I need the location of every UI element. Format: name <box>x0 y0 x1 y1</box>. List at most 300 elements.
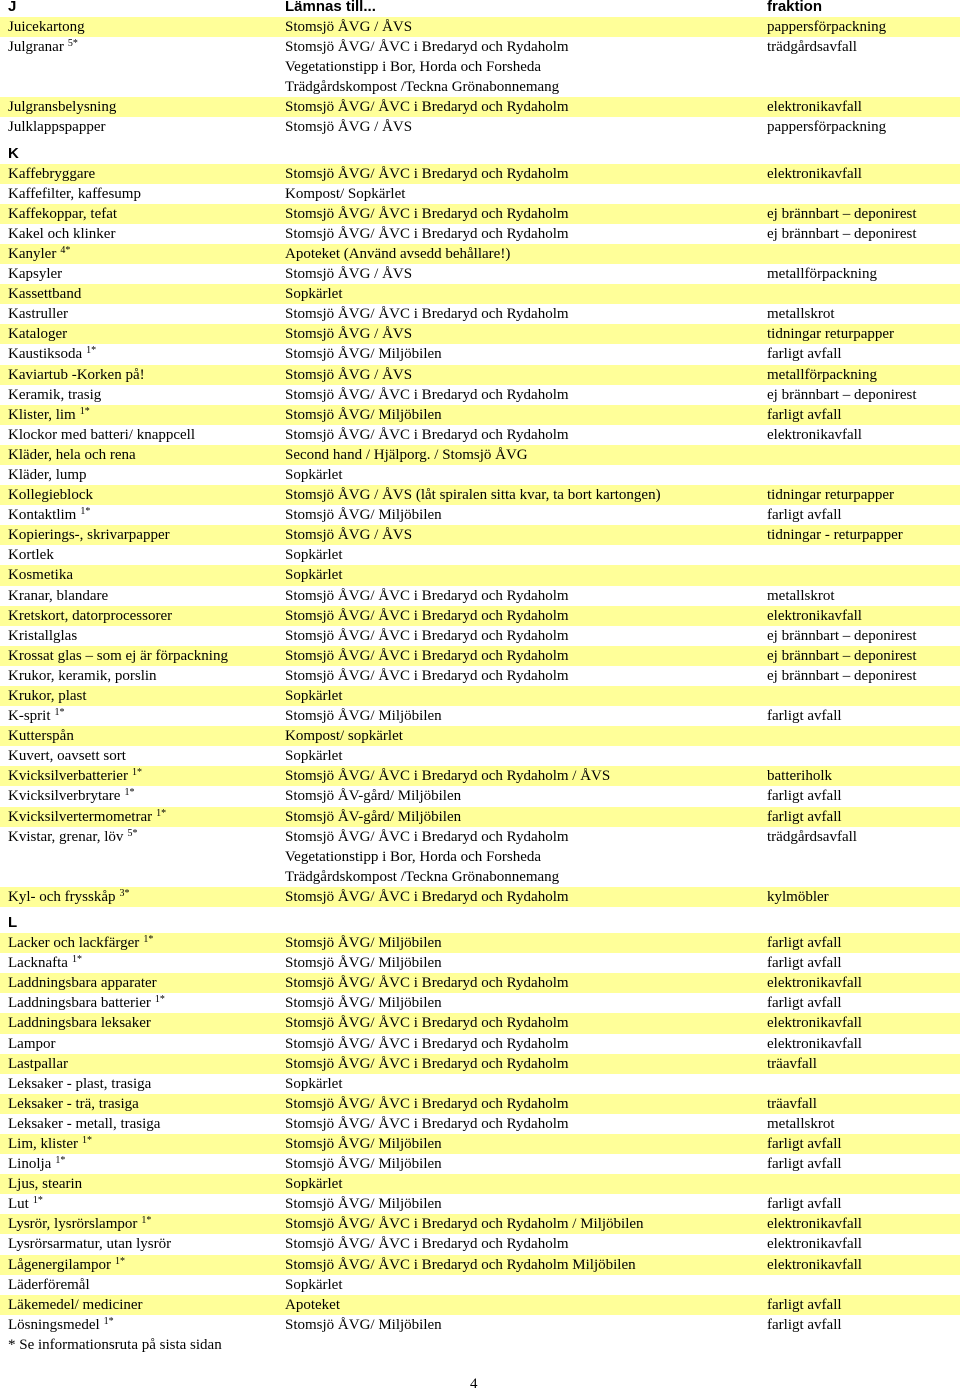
fraction-cell: farligt avfall <box>767 935 842 952</box>
destination-cell: Stomsjö ÅVG/ ÅVC i Bredaryd och Rydaholm <box>285 1015 569 1032</box>
footnote-marker: 5* <box>67 38 78 50</box>
table-row-continuation <box>0 77 960 97</box>
table-row <box>0 244 960 264</box>
table-row-continuation <box>0 847 960 867</box>
item-name-cell <box>8 646 228 666</box>
destination-cell: Apoteket (Använd avsedd behållare!) <box>285 245 511 262</box>
fraction-cell: farligt avfall <box>767 995 842 1012</box>
destination-cell: Stomsjö ÅVG/ ÅVC i Bredaryd och Rydaholm <box>285 306 569 323</box>
item-name: Kaustiksoda <box>8 346 83 363</box>
fraction-cell: träavfall <box>767 1055 817 1072</box>
item-name-cell <box>8 204 117 224</box>
section-letter: L <box>8 914 18 932</box>
item-name: Kassettband <box>8 286 82 303</box>
destination-cell: Stomsjö ÅVG/ ÅVC i Bredaryd och Rydaholm / Miljöbilen <box>285 1216 644 1233</box>
item-name: Lastpallar <box>8 1055 68 1072</box>
item-name-cell <box>8 1154 65 1174</box>
item-name: Kutterspån <box>8 728 74 745</box>
destination-cell: Stomsjö ÅVG/ Miljöbilen <box>285 995 442 1012</box>
destination-cell: Kompost/ Sopkärlet <box>285 185 406 202</box>
item-name: Lim, klister <box>8 1135 78 1152</box>
fraction-cell: metallskrot <box>767 587 835 604</box>
table-row <box>0 606 960 626</box>
item-name-cell <box>8 284 81 304</box>
item-name: Kontaktlim <box>8 507 77 524</box>
table-row <box>0 565 960 585</box>
footnote-marker: 1* <box>54 707 65 719</box>
item-name: Kopierings-, skrivarpapper <box>8 527 170 544</box>
table-row <box>0 545 960 565</box>
item-name-cell <box>8 505 90 525</box>
fraction-cell: ej brännbart – deponirest <box>767 627 917 644</box>
footnote-marker: 1* <box>32 1195 43 1207</box>
table-row <box>0 933 960 953</box>
item-name: Läderföremål <box>8 1276 90 1293</box>
item-name-cell <box>8 385 101 405</box>
item-name-cell <box>8 766 142 786</box>
item-name: Kaffebryggare <box>8 165 96 182</box>
header-letter: J <box>8 0 17 15</box>
table-row <box>0 37 960 57</box>
table-row <box>0 1255 960 1275</box>
destination-cell: Stomsjö ÅVG/ ÅVC i Bredaryd och Rydaholm <box>285 828 569 845</box>
item-name: Laddningsbara leksaker <box>8 1015 151 1032</box>
fraction-cell: elektronikavfall <box>767 1015 862 1032</box>
destination-cell: Stomsjö ÅVG/ ÅVC i Bredaryd och Rydaholm <box>285 1095 569 1112</box>
table-row <box>0 525 960 545</box>
table-row <box>0 1034 960 1054</box>
destination-cell: Kompost/ sopkärlet <box>285 728 403 745</box>
fraction-cell: ej brännbart – deponirest <box>767 667 917 684</box>
table-row <box>0 505 960 525</box>
destination-cell: Stomsjö ÅVG/ ÅVC i Bredaryd och Rydaholm <box>285 1115 569 1132</box>
destination-cell: Sopkärlet <box>285 286 343 303</box>
footnote-marker: 1* <box>143 934 154 946</box>
fraction-cell: trädgårdsavfall <box>767 828 857 845</box>
table-row <box>0 284 960 304</box>
destination-cell: Sopkärlet <box>285 748 343 765</box>
fraction-cell: träavfall <box>767 1095 817 1112</box>
table-row <box>0 344 960 364</box>
table-row <box>0 264 960 284</box>
item-name: Kosmetika <box>8 567 73 584</box>
table-row <box>0 1094 960 1114</box>
item-name: Leksaker - plast, trasiga <box>8 1075 152 1092</box>
table-row <box>0 626 960 646</box>
header-fraction: fraktion <box>767 0 823 15</box>
destination-cell: Stomsjö ÅVG/ Miljöbilen <box>285 406 442 423</box>
item-name-cell <box>8 606 172 626</box>
destination-cell: Stomsjö ÅVG/ ÅVC i Bredaryd och Rydaholm <box>285 647 569 664</box>
destination-cell: Stomsjö ÅVG/ ÅVC i Bredaryd och Rydaholm <box>285 39 569 56</box>
fraction-cell: pappersförpackning <box>767 19 887 35</box>
item-name-cell <box>8 973 157 993</box>
item-name-cell <box>8 1255 125 1275</box>
destination-cell: Stomsjö ÅVG/ ÅVC i Bredaryd och Rydaholm <box>285 426 569 443</box>
item-name-cell <box>8 445 136 465</box>
table-row <box>0 1013 960 1033</box>
fraction-cell: ej brännbart – deponirest <box>767 225 917 242</box>
item-name: Kuvert, oavsett sort <box>8 748 126 765</box>
footnote <box>0 1335 960 1355</box>
item-name-cell <box>8 1114 160 1134</box>
item-name-cell <box>8 1295 143 1315</box>
footnote-marker: 1* <box>80 506 91 518</box>
item-name: Laddningsbara batterier <box>8 995 151 1012</box>
table-row <box>0 385 960 405</box>
item-name-cell <box>8 1094 139 1114</box>
item-name-cell <box>8 586 108 606</box>
fraction-cell: farligt avfall <box>767 1316 842 1333</box>
fraction-cell: elektronikavfall <box>767 99 862 116</box>
item-name: Julgranar <box>8 39 64 56</box>
item-name-cell <box>8 666 157 686</box>
table-row <box>0 1214 960 1234</box>
item-name: Lösningsmedel <box>8 1316 100 1333</box>
item-name-cell <box>8 626 77 646</box>
item-name-cell <box>8 1134 92 1154</box>
fraction-cell: farligt avfall <box>767 1296 842 1313</box>
item-name: Juicekartong <box>8 19 85 35</box>
item-name-cell <box>8 1214 151 1234</box>
item-name-cell <box>8 1054 68 1074</box>
item-name-cell <box>8 184 141 204</box>
item-name: Leksaker - metall, trasiga <box>8 1115 161 1132</box>
destination-cell: Stomsjö ÅVG/ ÅVC i Bredaryd och Rydaholm / ÅVS <box>285 768 611 785</box>
table-row <box>0 97 960 117</box>
table-row <box>0 827 960 847</box>
item-name: Kollegieblock <box>8 487 93 504</box>
destination-cell: Stomsjö ÅVG/ ÅVC i Bredaryd och Rydaholm <box>285 888 569 905</box>
table-row <box>0 117 960 137</box>
item-name: Leksaker - trä, trasiga <box>8 1095 139 1112</box>
item-name-cell <box>8 565 73 585</box>
table-row <box>0 1295 960 1315</box>
table-row <box>0 766 960 786</box>
table-row <box>0 1154 960 1174</box>
item-name: Kaffefilter, kaffesump <box>8 185 141 202</box>
item-name-cell <box>8 485 93 505</box>
footnote-marker: 1* <box>103 1315 114 1327</box>
destination-cell: Trädgårdskompost /Teckna Grönabonnemang <box>285 868 560 885</box>
destination-cell: Stomsjö ÅV-gård/ Miljöbilen <box>285 808 462 825</box>
item-name: Krossat glas – som ej är förpackning <box>8 647 228 664</box>
footnote-marker: 1* <box>71 954 82 966</box>
item-name-cell <box>8 224 115 244</box>
destination-cell: Stomsjö ÅVG/ ÅVC i Bredaryd och Rydaholm <box>285 1055 569 1072</box>
fraction-cell: tidningar - returpapper <box>767 527 903 544</box>
item-name: Kvistar, grenar, löv <box>8 828 124 845</box>
destination-cell: Stomsjö ÅVG/ ÅVC i Bredaryd och Rydaholm <box>285 205 569 222</box>
item-name-cell <box>8 993 165 1013</box>
destination-cell: Stomsjö ÅVG/ Miljöbilen <box>285 1156 442 1173</box>
table-row <box>0 17 960 37</box>
table-row <box>0 973 960 993</box>
item-name: Lampor <box>8 1035 56 1052</box>
fraction-cell: ej brännbart – deponirest <box>767 647 917 664</box>
footnote-marker: 5* <box>127 827 138 839</box>
item-name: Laddningsbara apparater <box>8 975 157 992</box>
destination-cell: Stomsjö ÅV-gård/ Miljöbilen <box>285 788 462 805</box>
table-row <box>0 726 960 746</box>
footnote-marker: 1* <box>79 405 90 417</box>
item-name: Läkemedel/ mediciner <box>8 1296 143 1313</box>
page-number: 4 <box>470 1376 478 1392</box>
footnote-marker: 1* <box>124 787 135 799</box>
table-row <box>0 445 960 465</box>
item-name: Lacknafta <box>8 955 68 972</box>
item-name-cell <box>8 405 90 425</box>
item-name: Lågenergilampor <box>8 1256 112 1273</box>
table-row-continuation <box>0 867 960 887</box>
fraction-cell: farligt avfall <box>767 955 842 972</box>
item-name-cell <box>8 425 195 445</box>
table-row <box>0 365 960 385</box>
destination-cell: Stomsjö ÅVG/ ÅVC i Bredaryd och Rydaholm <box>285 607 569 624</box>
destination-cell: Second hand / Hjälporg. / Stomsjö ÅVG <box>285 446 528 463</box>
footnote-marker: 1* <box>156 807 167 819</box>
item-name: Kläder, lump <box>8 466 87 483</box>
table-row <box>0 1275 960 1295</box>
footnote-marker: 1* <box>86 345 97 357</box>
destination-cell: Vegetationstipp i Bor, Horda och Forsheda <box>285 59 542 76</box>
item-name-cell <box>8 1194 43 1214</box>
destination-cell: Sopkärlet <box>285 466 343 483</box>
footnote-marker: 1* <box>82 1134 92 1146</box>
footnote-text: * Se informationsruta på sista sidan <box>8 1336 222 1353</box>
fraction-cell: elektronikavfall <box>767 1216 862 1233</box>
destination-cell: Stomsjö ÅVG/ ÅVC i Bredaryd och Rydaholm <box>285 1035 569 1052</box>
table-row <box>0 1234 960 1254</box>
item-name: Kyl- och frysskåp <box>8 888 116 905</box>
fraction-cell: farligt avfall <box>767 346 842 363</box>
item-name-cell <box>8 1034 55 1054</box>
footnote-marker: 1* <box>141 1215 152 1227</box>
destination-cell: Stomsjö ÅVG/ Miljöbilen <box>285 1196 442 1213</box>
item-name-cell <box>8 807 166 827</box>
destination-cell: Sopkärlet <box>285 567 343 584</box>
table-row <box>0 405 960 425</box>
item-name: Kristallglas <box>8 627 78 644</box>
item-name: Kakel och klinker <box>8 225 116 242</box>
table-row <box>0 1194 960 1214</box>
item-name-cell <box>8 1234 171 1254</box>
table-header <box>0 0 960 17</box>
destination-cell: Stomsjö ÅVG / ÅVS <box>285 19 413 35</box>
item-name: Kastruller <box>8 306 68 323</box>
fraction-cell: metallförpackning <box>767 366 877 383</box>
table-row <box>0 666 960 686</box>
table-row <box>0 465 960 485</box>
destination-cell: Stomsjö ÅVG/ ÅVC i Bredaryd och Rydaholm Miljöbilen <box>285 1256 636 1273</box>
table-row <box>0 1315 960 1335</box>
table-row <box>0 953 960 973</box>
item-name-cell <box>8 827 137 847</box>
fraction-cell: farligt avfall <box>767 1156 842 1173</box>
fraction-cell: elektronikavfall <box>767 165 862 182</box>
item-name-cell <box>8 1275 90 1295</box>
item-name-cell <box>8 37 78 57</box>
destination-cell: Stomsjö ÅVG/ Miljöbilen <box>285 955 442 972</box>
fraction-cell: batteriholk <box>767 768 832 785</box>
destination-cell: Stomsjö ÅVG/ Miljöbilen <box>285 1316 442 1333</box>
table-row <box>0 184 960 204</box>
destination-cell: Sopkärlet <box>285 688 343 704</box>
item-name-cell <box>8 244 70 264</box>
item-name-cell <box>8 97 116 117</box>
table-row <box>0 706 960 726</box>
table-row <box>0 324 960 344</box>
table-row <box>0 586 960 606</box>
footnote-marker: 1* <box>115 1255 126 1267</box>
fraction-cell: farligt avfall <box>767 1196 842 1213</box>
item-name-cell <box>8 164 95 184</box>
item-name: Kaviartub -Korken på! <box>8 366 145 383</box>
item-name: Klister, lim <box>8 406 76 423</box>
item-name-cell <box>8 726 74 746</box>
item-name-cell <box>8 746 126 766</box>
item-name: Lysrör, lysrörslampor <box>8 1216 138 1233</box>
fraction-cell: metallskrot <box>767 1115 835 1132</box>
destination-cell: Stomsjö ÅVG/ ÅVC i Bredaryd och Rydaholm <box>285 975 569 992</box>
destination-cell: Stomsjö ÅVG/ Miljöbilen <box>285 935 442 952</box>
fraction-cell: elektronikavfall <box>767 426 862 443</box>
item-name-cell <box>8 1174 82 1194</box>
item-name: Lacker och lackfärger <box>8 935 140 952</box>
item-name: Keramik, trasig <box>8 386 102 403</box>
fraction-cell: tidningar returpapper <box>767 326 895 343</box>
destination-cell: Stomsjö ÅVG/ ÅVC i Bredaryd och Rydaholm <box>285 165 569 182</box>
item-name: Kretskort, datorprocessorer <box>8 607 173 624</box>
fraction-cell: farligt avfall <box>767 406 842 423</box>
item-name-cell <box>8 525 170 545</box>
item-name-cell <box>8 344 96 364</box>
item-name: Kläder, hela och rena <box>8 446 136 463</box>
destination-cell: Stomsjö ÅVG / ÅVS <box>285 119 413 136</box>
destination-cell: Stomsjö ÅVG/ ÅVC i Bredaryd och Rydaholm <box>285 386 569 403</box>
table-row-continuation <box>0 57 960 77</box>
item-name: Julklappspapper <box>8 119 106 136</box>
item-name-cell <box>8 264 62 284</box>
item-name: Lysrörsarmatur, utan lysrör <box>8 1236 172 1253</box>
item-name-cell <box>8 1315 114 1335</box>
item-name: Ljus, stearin <box>8 1176 83 1193</box>
footnote-marker: 4* <box>60 244 71 256</box>
footnote-marker: 3* <box>119 887 130 899</box>
fraction-cell: ej brännbart – deponirest <box>767 386 917 403</box>
table-row <box>0 425 960 445</box>
table-row <box>0 224 960 244</box>
destination-cell: Stomsjö ÅVG/ ÅVC i Bredaryd och Rydaholm <box>285 667 569 684</box>
item-name-cell <box>8 465 87 485</box>
item-name: Lut <box>8 1196 29 1213</box>
destination-cell: Stomsjö ÅVG/ ÅVC i Bredaryd och Rydaholm <box>285 587 569 604</box>
table-row <box>0 686 960 706</box>
destination-cell: Stomsjö ÅVG/ Miljöbilen <box>285 1135 442 1152</box>
destination-cell: Stomsjö ÅVG/ Miljöbilen <box>285 346 442 363</box>
item-name-cell <box>8 17 85 37</box>
item-name-cell <box>8 304 68 324</box>
destination-cell: Stomsjö ÅVG/ Miljöbilen <box>285 708 442 725</box>
fraction-cell: elektronikavfall <box>767 1236 862 1253</box>
item-name-cell <box>8 324 67 344</box>
item-name-cell <box>8 887 129 907</box>
destination-cell: Sopkärlet <box>285 1075 343 1092</box>
item-name: Kranar, blandare <box>8 587 109 604</box>
item-name-cell <box>8 117 105 137</box>
item-name: Julgransbelysning <box>8 99 117 116</box>
table-row <box>0 746 960 766</box>
table-row <box>0 786 960 806</box>
destination-cell: Trädgårdskompost /Teckna Grönabonnemang <box>285 79 560 96</box>
table-row <box>0 304 960 324</box>
fraction-cell: farligt avfall <box>767 788 842 805</box>
fraction-cell: elektronikavfall <box>767 1256 862 1273</box>
fraction-cell: elektronikavfall <box>767 1035 862 1052</box>
footnote-marker: 1* <box>131 767 142 779</box>
item-name: Kvicksilverbrytare <box>8 788 121 805</box>
destination-cell: Stomsjö ÅVG / ÅVS (låt spiralen sitta kvar, ta bort kartongen) <box>285 487 661 504</box>
footnote-marker: 1* <box>154 994 165 1006</box>
section-heading <box>0 907 960 933</box>
table-row <box>0 164 960 184</box>
fraction-cell: farligt avfall <box>767 1135 842 1152</box>
destination-cell: Sopkärlet <box>285 547 343 564</box>
destination-cell: Stomsjö ÅVG/ ÅVC i Bredaryd och Rydaholm <box>285 1236 569 1253</box>
header-destination: Lämnas till... <box>285 0 376 15</box>
item-name-cell <box>8 706 65 726</box>
item-name: Kataloger <box>8 326 68 343</box>
table-row <box>0 1074 960 1094</box>
destination-cell: Stomsjö ÅVG/ Miljöbilen <box>285 507 442 524</box>
table-row <box>0 1114 960 1134</box>
footnote-marker: 1* <box>55 1155 66 1167</box>
destination-cell: Stomsjö ÅVG/ ÅVC i Bredaryd och Rydaholm <box>285 99 569 116</box>
fraction-cell: tidningar returpapper <box>767 487 895 504</box>
item-name: Linolja <box>8 1156 52 1173</box>
item-name-cell <box>8 953 82 973</box>
destination-cell: Sopkärlet <box>285 1176 343 1193</box>
fraction-cell: metallförpackning <box>767 266 877 283</box>
destination-cell: Stomsjö ÅVG/ ÅVC i Bredaryd och Rydaholm <box>285 627 569 644</box>
item-name-cell <box>8 365 145 385</box>
fraction-cell: trädgårdsavfall <box>767 39 857 56</box>
destination-cell: Vegetationstipp i Bor, Horda och Forsheda <box>285 848 542 865</box>
item-name: Kapsyler <box>8 266 63 283</box>
table-row <box>0 887 960 907</box>
destination-cell: Stomsjö ÅVG/ ÅVC i Bredaryd och Rydaholm <box>285 225 569 242</box>
section-letter: K <box>8 144 19 162</box>
item-name: Krukor, plast <box>8 688 87 704</box>
destination-cell: Stomsjö ÅVG / ÅVS <box>285 366 413 383</box>
destination-cell: Apoteket <box>285 1296 340 1313</box>
fraction-cell: ej brännbart – deponirest <box>767 205 917 222</box>
section-heading <box>0 138 960 164</box>
item-name: Kvicksilvertermometrar <box>8 808 153 825</box>
fraction-cell: elektronikavfall <box>767 975 862 992</box>
item-name: K-sprit <box>8 708 51 725</box>
destination-cell: Stomsjö ÅVG / ÅVS <box>285 266 413 283</box>
destination-cell: Stomsjö ÅVG / ÅVS <box>285 326 413 343</box>
sorting-table <box>0 17 960 1335</box>
item-name-cell <box>8 545 54 565</box>
table-row <box>0 807 960 827</box>
fraction-cell: metallskrot <box>767 306 835 323</box>
item-name-cell <box>8 1074 151 1094</box>
table-row <box>0 993 960 1013</box>
item-name: Krukor, keramik, porslin <box>8 667 157 684</box>
item-name: Kvicksilverbatterier <box>8 768 128 785</box>
